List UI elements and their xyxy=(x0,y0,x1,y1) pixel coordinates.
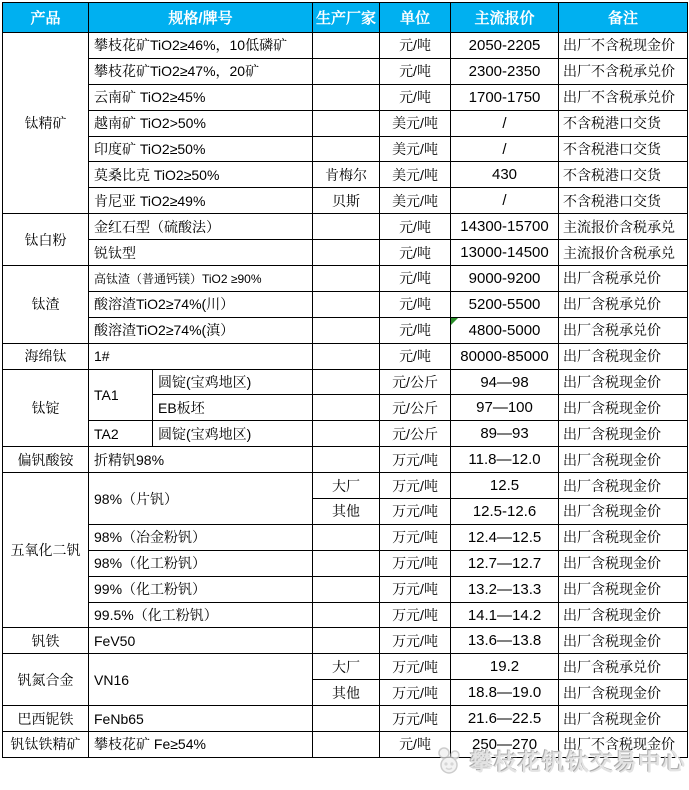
table-row xyxy=(3,240,688,266)
manufacturer-cell xyxy=(313,602,380,628)
spec-cell: VN16 xyxy=(89,654,313,706)
price-cell: 89—93 xyxy=(451,421,559,447)
spec-cell: 酸溶渣TiO2≥74%(滇） xyxy=(89,317,313,343)
price-cell: 18.8—19.0 xyxy=(451,680,559,706)
comment-marker-icon xyxy=(451,318,458,325)
unit-cell: 美元/吨 xyxy=(380,136,451,162)
table-header xyxy=(3,3,688,33)
grade-cell: TA2 xyxy=(89,421,153,447)
price-cell: 12.4—12.5 xyxy=(451,524,559,550)
table-row xyxy=(3,524,688,550)
unit-cell: 元/公斤 xyxy=(380,421,451,447)
header-cell: 生产厂家 xyxy=(313,3,380,33)
header-row xyxy=(3,3,688,33)
price-cell: / xyxy=(451,188,559,214)
price-cell: 14.1—14.2 xyxy=(451,602,559,628)
note-cell: 出厂含税现金价 xyxy=(559,602,688,628)
spec-cell: 攀枝花矿 Fe≥54% xyxy=(89,732,313,758)
note-cell: 主流报价含税承兑 xyxy=(559,240,688,266)
note-cell: 出厂含税承兑价 xyxy=(559,317,688,343)
spec-cell: 金红石型（硫酸法） xyxy=(89,214,313,240)
table-row xyxy=(3,602,688,628)
unit-cell: 元/吨 xyxy=(380,214,451,240)
note-cell: 出厂含税现金价 xyxy=(559,550,688,576)
subspec-cell: EB板坯 xyxy=(153,395,313,421)
unit-cell: 万元/吨 xyxy=(380,473,451,499)
price-cell: 2300-2350 xyxy=(451,58,559,84)
spec-cell: 折精钒98% xyxy=(89,447,313,473)
spec-cell: 高钛渣（普通钙镁）TiO2 ≥90% xyxy=(89,266,313,292)
unit-cell: 万元/吨 xyxy=(380,576,451,602)
header-cell: 备注 xyxy=(559,3,688,33)
price-cell: 11.8—12.0 xyxy=(451,447,559,473)
unit-cell: 万元/吨 xyxy=(380,524,451,550)
unit-cell: 美元/吨 xyxy=(380,110,451,136)
spec-cell: 酸溶渣TiO2≥74%(川） xyxy=(89,291,313,317)
manufacturer-cell xyxy=(313,110,380,136)
table-row xyxy=(3,317,688,343)
unit-cell: 万元/吨 xyxy=(380,499,451,525)
table-row xyxy=(3,162,688,188)
product-cell: 五氧化二钒 xyxy=(3,473,89,628)
table-row xyxy=(3,421,688,447)
spec-cell: 99%（化工粉钒） xyxy=(89,576,313,602)
price-cell: 4800-5000 xyxy=(451,317,559,343)
manufacturer-cell xyxy=(313,214,380,240)
note-cell: 出厂含税现金价 xyxy=(559,680,688,706)
product-cell: 钒铁 xyxy=(3,628,89,654)
price-table xyxy=(2,2,688,758)
product-cell: 偏钒酸铵 xyxy=(3,447,89,473)
table-row xyxy=(3,628,688,654)
note-cell: 主流报价含税承兑 xyxy=(559,214,688,240)
price-cell: 1700-1750 xyxy=(451,84,559,110)
manufacturer-cell: 大厂 xyxy=(313,654,380,680)
manufacturer-cell xyxy=(313,84,380,110)
manufacturer-cell xyxy=(313,369,380,395)
unit-cell: 元/吨 xyxy=(380,343,451,369)
note-cell: 出厂不含税现金价 xyxy=(559,33,688,59)
spec-cell: 98%（片钒） xyxy=(89,473,313,525)
spec-cell: 1# xyxy=(89,343,313,369)
table-row xyxy=(3,706,688,732)
table-row xyxy=(3,369,688,395)
spec-cell: 98%（冶金粉钒） xyxy=(89,524,313,550)
subspec-cell: 圆锭(宝鸡地区) xyxy=(153,369,313,395)
manufacturer-cell xyxy=(313,550,380,576)
price-cell: 97—100 xyxy=(451,395,559,421)
price-cell: 430 xyxy=(451,162,559,188)
note-cell: 出厂含税现金价 xyxy=(559,499,688,525)
table-row xyxy=(3,58,688,84)
manufacturer-cell xyxy=(313,395,380,421)
manufacturer-cell xyxy=(313,240,380,266)
product-cell: 巴西铌铁 xyxy=(3,706,89,732)
spec-cell: FeV50 xyxy=(89,628,313,654)
table-row xyxy=(3,576,688,602)
manufacturer-cell xyxy=(313,524,380,550)
spec-cell: 云南矿 TiO2≥45% xyxy=(89,84,313,110)
unit-cell: 万元/吨 xyxy=(380,706,451,732)
note-cell: 出厂含税现金价 xyxy=(559,524,688,550)
manufacturer-cell: 其他 xyxy=(313,499,380,525)
unit-cell: 万元/吨 xyxy=(380,550,451,576)
manufacturer-cell xyxy=(313,343,380,369)
spec-cell: 锐钛型 xyxy=(89,240,313,266)
note-cell: 出厂含税现金价 xyxy=(559,628,688,654)
unit-cell: 元/公斤 xyxy=(380,369,451,395)
manufacturer-cell xyxy=(313,136,380,162)
manufacturer-cell: 大厂 xyxy=(313,473,380,499)
manufacturer-cell xyxy=(313,447,380,473)
product-cell: 钛精矿 xyxy=(3,33,89,214)
header-cell: 主流报价 xyxy=(451,3,559,33)
manufacturer-cell xyxy=(313,58,380,84)
note-cell: 不含税港口交货 xyxy=(559,136,688,162)
note-cell: 出厂不含税现金价 xyxy=(559,732,688,758)
price-cell: 250—270 xyxy=(451,732,559,758)
table-body xyxy=(3,33,688,758)
header-cell: 单位 xyxy=(380,3,451,33)
product-cell: 钛锭 xyxy=(3,369,89,447)
unit-cell: 元/吨 xyxy=(380,84,451,110)
manufacturer-cell xyxy=(313,732,380,758)
spec-cell: 99.5%（化工粉钒） xyxy=(89,602,313,628)
unit-cell: 元/吨 xyxy=(380,317,451,343)
manufacturer-cell xyxy=(313,33,380,59)
price-cell: / xyxy=(451,110,559,136)
note-cell: 不含税港口交货 xyxy=(559,162,688,188)
price-cell: 14300-15700 xyxy=(451,214,559,240)
price-cell: 13.2—13.3 xyxy=(451,576,559,602)
table-row xyxy=(3,343,688,369)
price-cell: 5200-5500 xyxy=(451,291,559,317)
manufacturer-cell: 贝斯 xyxy=(313,188,380,214)
spec-cell: FeNb65 xyxy=(89,706,313,732)
note-cell: 出厂含税现金价 xyxy=(559,447,688,473)
note-cell: 出厂含税现金价 xyxy=(559,473,688,499)
manufacturer-cell xyxy=(313,628,380,654)
product-cell: 海绵钛 xyxy=(3,343,89,369)
subspec-cell: 圆锭(宝鸡地区) xyxy=(153,421,313,447)
manufacturer-cell xyxy=(313,421,380,447)
table-row xyxy=(3,291,688,317)
unit-cell: 美元/吨 xyxy=(380,162,451,188)
unit-cell: 元/吨 xyxy=(380,291,451,317)
unit-cell: 元/吨 xyxy=(380,732,451,758)
table-row xyxy=(3,84,688,110)
table-row xyxy=(3,136,688,162)
unit-cell: 元/吨 xyxy=(380,266,451,292)
unit-cell: 万元/吨 xyxy=(380,654,451,680)
header-cell: 产品 xyxy=(3,3,89,33)
header-cell: 规格/牌号 xyxy=(89,3,313,33)
unit-cell: 元/公斤 xyxy=(380,395,451,421)
product-cell: 钒氮合金 xyxy=(3,654,89,706)
grade-cell: TA1 xyxy=(89,369,153,421)
manufacturer-cell xyxy=(313,291,380,317)
note-cell: 出厂含税现金价 xyxy=(559,369,688,395)
price-cell: 13.6—13.8 xyxy=(451,628,559,654)
manufacturer-cell xyxy=(313,266,380,292)
table-row xyxy=(3,550,688,576)
unit-cell: 万元/吨 xyxy=(380,447,451,473)
table-row xyxy=(3,732,688,758)
note-cell: 出厂含税现金价 xyxy=(559,706,688,732)
spec-cell: 肯尼亚 TiO2≥49% xyxy=(89,188,313,214)
note-cell: 出厂含税承兑价 xyxy=(559,654,688,680)
table-row xyxy=(3,33,688,59)
table-row xyxy=(3,447,688,473)
manufacturer-cell: 其他 xyxy=(313,680,380,706)
note-cell: 不含税港口交货 xyxy=(559,110,688,136)
table-row xyxy=(3,266,688,292)
price-cell: 12.5-12.6 xyxy=(451,499,559,525)
spec-cell: 越南矿 TiO2>50% xyxy=(89,110,313,136)
manufacturer-cell xyxy=(313,317,380,343)
note-cell: 出厂含税现金价 xyxy=(559,576,688,602)
unit-cell: 万元/吨 xyxy=(380,680,451,706)
price-cell: 80000-85000 xyxy=(451,343,559,369)
note-cell: 出厂含税承兑价 xyxy=(559,291,688,317)
table-row xyxy=(3,188,688,214)
table-row xyxy=(3,110,688,136)
spec-cell: 攀枝花矿TiO2≥47%，20矿 xyxy=(89,58,313,84)
table-row xyxy=(3,214,688,240)
note-cell: 出厂含税承兑价 xyxy=(559,266,688,292)
watermark-text: 攀枝花钒钛交易中心 xyxy=(470,748,686,775)
unit-cell: 万元/吨 xyxy=(380,602,451,628)
note-cell: 出厂不含税承兑价 xyxy=(559,84,688,110)
table-row xyxy=(3,473,688,499)
unit-cell: 元/吨 xyxy=(380,240,451,266)
price-cell: 9000-9200 xyxy=(451,266,559,292)
product-cell: 钒钛铁精矿 xyxy=(3,732,89,758)
unit-cell: 美元/吨 xyxy=(380,188,451,214)
unit-cell: 元/吨 xyxy=(380,58,451,84)
spec-cell: 攀枝花矿TiO2≥46%，10低磷矿 xyxy=(89,33,313,59)
price-cell: / xyxy=(451,136,559,162)
note-cell: 出厂不含税承兑价 xyxy=(559,58,688,84)
note-cell: 不含税港口交货 xyxy=(559,188,688,214)
spec-cell: 印度矿 TiO2≥50% xyxy=(89,136,313,162)
unit-cell: 万元/吨 xyxy=(380,628,451,654)
product-cell: 钛渣 xyxy=(3,266,89,344)
spec-cell: 98%（化工粉钒） xyxy=(89,550,313,576)
note-cell: 出厂含税现金价 xyxy=(559,395,688,421)
price-cell: 19.2 xyxy=(451,654,559,680)
manufacturer-cell xyxy=(313,706,380,732)
product-cell: 钛白粉 xyxy=(3,214,89,266)
note-cell: 出厂含税现金价 xyxy=(559,421,688,447)
spec-cell: 莫桑比克 TiO2≥50% xyxy=(89,162,313,188)
price-cell: 21.6—22.5 xyxy=(451,706,559,732)
note-cell: 出厂含税现金价 xyxy=(559,343,688,369)
price-cell: 2050-2205 xyxy=(451,33,559,59)
table-row xyxy=(3,654,688,680)
price-cell: 94—98 xyxy=(451,369,559,395)
manufacturer-cell: 肯梅尔 xyxy=(313,162,380,188)
price-cell: 12.5 xyxy=(451,473,559,499)
price-cell: 12.7—12.7 xyxy=(451,550,559,576)
manufacturer-cell xyxy=(313,576,380,602)
unit-cell: 元/吨 xyxy=(380,33,451,59)
price-cell: 13000-14500 xyxy=(451,240,559,266)
